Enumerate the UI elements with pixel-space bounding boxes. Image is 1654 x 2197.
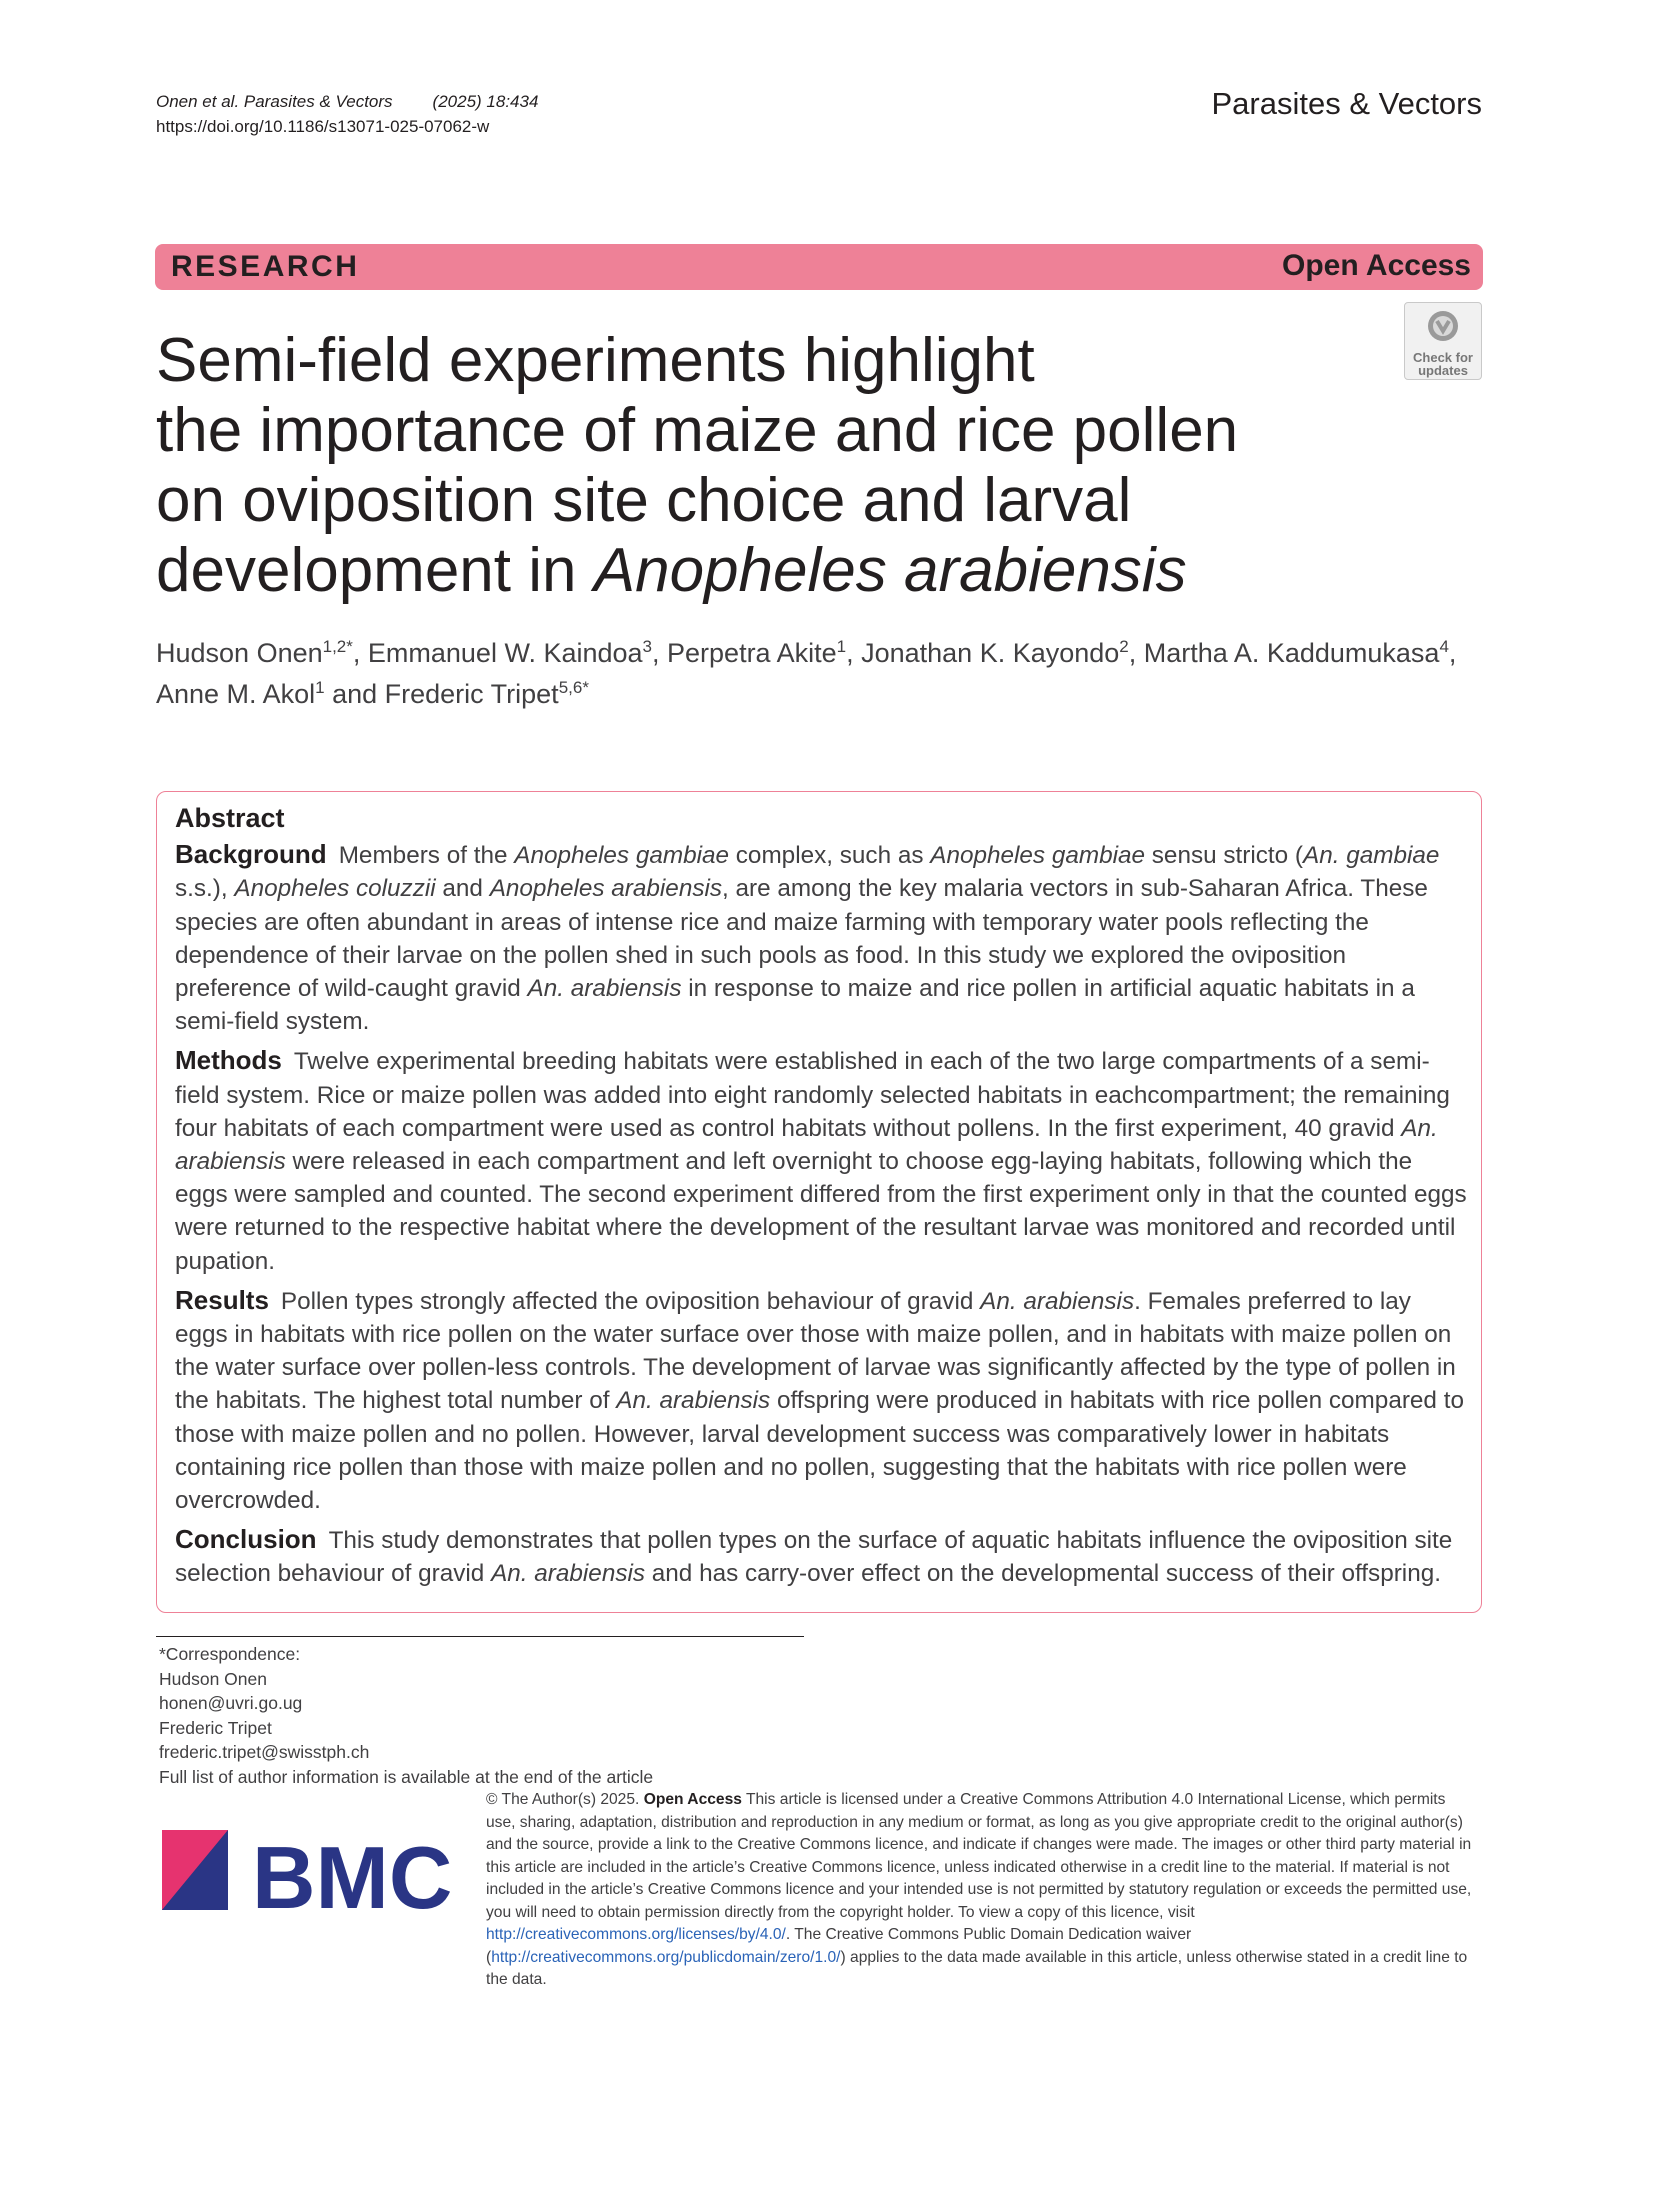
abstract-methods <box>175 1044 1467 1277</box>
text: were released in each compartment and left overnight to choose egg-laying habitats, following which the eggs were sampled and counted. The second experiment differed from the first experiment only in that the counted eggs were returned to the respective habitat where the development of the resultant larvae was monitored and recorded until pupation. <box>175 1148 1467 1275</box>
author-separator: , <box>1128 638 1144 668</box>
doi-link[interactable]: https://doi.org/10.1186/s13071-025-07062-w <box>156 117 490 136</box>
bmc-logo-text: BMC <box>252 1828 452 1918</box>
abstract-results <box>175 1284 1467 1517</box>
licence-text: This article is licensed under a Creative Commons Attribution 4.0 International License, which permits use, sharing, adaptation, distribution and reproduction in any medium or format, as long as you give appropriate credit to the original author(s) and the source, provide a link to the Creative Commons licence, and indicate if changes were made. The images or other third party material in this article are included in the article’s Creative Commons licence, unless indicated otherwise in a credit line to the material. If material is not included in the article’s Creative Commons licence and your intended use is not permitted by statutory regulation or exceeds the permitted use, you will need to obtain permission directly from the copyright holder. To view a copy of this licence, visit <box>486 1791 1472 1921</box>
text: s.s.), <box>175 875 228 903</box>
correspondence-email[interactable]: honen@uvri.go.ug <box>159 1693 303 1714</box>
results-label: Results <box>175 1284 269 1315</box>
author-name: Hudson Onen <box>156 638 323 668</box>
author-affiliation: 1 <box>315 678 325 697</box>
author-name: Martha A. Kaddumukasa <box>1143 638 1440 668</box>
text: , are among the key malaria vectors in sub-Saharan Africa. These species are often abundant in areas of intense rice and maize farming with temporary water pools reflecting the dependence of their larvae on the pollen shed in such pools as food. In this study we explored the oviposition preference of wild-caught gravid <box>175 875 1428 1003</box>
licence-statement <box>486 1789 1476 1992</box>
correspondence-name: Hudson Onen <box>159 1668 267 1689</box>
correspondence-block <box>159 1642 653 1790</box>
correspondence-name: Frederic Tripet <box>159 1717 272 1738</box>
author-list <box>156 633 1486 715</box>
licence-text: . The Creative Commons Public Domain Dedication waiver ( <box>486 1926 1192 1966</box>
open-access-bold: Open Access <box>643 1791 742 1808</box>
text: and has carry-over effect on the developmental success of their offspring. <box>645 1560 1441 1588</box>
author-separator: , <box>1448 638 1457 668</box>
author-affiliation: 3 <box>642 637 652 656</box>
abstract-background <box>175 838 1467 1038</box>
author-separator: , <box>652 638 668 668</box>
open-access-label: Open Access <box>1282 249 1471 282</box>
check-for-updates-icon <box>1421 309 1465 345</box>
check-for-updates-line2: updates <box>1418 363 1468 378</box>
citation-authors: Onen et al. Parasites & Vectors <box>156 92 393 111</box>
citation-header <box>156 89 538 139</box>
cc0-link[interactable]: http://creativecommons.org/publicdomain/zero/1.0/ <box>491 1948 841 1966</box>
author-name: Frederic Tripet <box>384 679 559 709</box>
author-name: Anne M. Akol <box>156 679 316 709</box>
title-line-prefix: development in <box>156 536 594 605</box>
title-line: on oviposition site choice and larval <box>156 466 1132 535</box>
author-info-note: Full list of author information is available at the end of the article <box>159 1766 654 1787</box>
licence-text: ) applies to the data made available in this article, unless otherwise stated in a credit line to the data. <box>486 1948 1468 1988</box>
methods-label: Methods <box>175 1045 282 1076</box>
check-for-updates-badge[interactable] <box>1404 302 1482 380</box>
author-affiliation: 5,6* <box>558 678 589 697</box>
author-affiliation: 1 <box>836 637 847 656</box>
article-type-banner <box>155 244 1483 290</box>
species-name: An. arabiensis <box>616 1387 771 1415</box>
text: sensu stricto ( <box>1145 842 1304 870</box>
author-name: Jonathan K. Kayondo <box>861 638 1120 668</box>
abstract-conclusion <box>175 1523 1467 1590</box>
text: This study demonstrates that pollen types on the surface of aquatic habitats influence the oviposition site selection behaviour of gravid <box>175 1527 1453 1588</box>
copyright: © The Author(s) 2025. <box>486 1791 644 1808</box>
author-separator: and <box>324 679 385 709</box>
text: and <box>435 875 490 903</box>
species-name: Anopheles coluzzii <box>234 875 436 903</box>
correspondence-label: *Correspondence: <box>159 1644 301 1664</box>
species-name: An. arabiensis <box>980 1287 1135 1315</box>
background-label: Background <box>175 839 327 870</box>
species-name: An. arabiensis <box>527 975 682 1003</box>
author-affiliation: 4 <box>1439 637 1449 656</box>
species-name: An. arabiensis <box>175 1114 1438 1176</box>
check-for-updates-line1: Check for <box>1413 350 1473 365</box>
text: complex, such as <box>729 842 931 870</box>
species-name: An. arabiensis <box>491 1560 646 1588</box>
correspondence-email[interactable]: frederic.tripet@swisstph.ch <box>159 1742 370 1763</box>
species-name: Anopheles gambiae <box>514 842 730 870</box>
title-line: the importance of maize and rice pollen <box>156 396 1239 465</box>
author-name: Perpetra Akite <box>667 638 837 668</box>
text: offspring were produced in habitats with rice pollen compared to those with maize pollen and no pollen. However, larval development success was comparatively lower in habitats containing rice pollen than those with maize pollen and no pollen, suggesting that the habitats with rice pollen were overcrowded. <box>175 1387 1464 1515</box>
correspondence-divider <box>156 1636 804 1637</box>
species-name: Anopheles arabiensis <box>489 875 723 903</box>
title-line <box>156 536 1336 606</box>
citation-volume: (2025) 18:434 <box>432 92 539 111</box>
species-name: Anopheles gambiae <box>930 842 1146 870</box>
article-type-label: RESEARCH <box>171 250 360 283</box>
title-species: Anopheles arabiensis <box>593 536 1187 605</box>
cc-by-link[interactable]: http://creativecommons.org/licenses/by/4.0/ <box>486 1926 786 1943</box>
author-affiliation: 1,2* <box>322 637 353 656</box>
text: Pollen types strongly affected the oviposition behaviour of gravid <box>280 1287 981 1315</box>
bmc-logo <box>162 1822 452 1918</box>
text: Twelve experimental breeding habitats were established in each of the two large compartments of a semi-field system. Rice or maize pollen was added into eight randomly selected habitats in eachcompartment; the remaining four habitats of each compartment were used as control habitats without pollens. In the first experiment, 40 gravid <box>175 1048 1450 1142</box>
species-name: An. gambiae <box>1303 842 1440 870</box>
author-name: Emmanuel W. Kaindoa <box>367 638 643 668</box>
author-separator: , <box>352 638 368 668</box>
article-title <box>156 326 1336 606</box>
conclusion-label: Conclusion <box>175 1524 317 1555</box>
author-affiliation: 2 <box>1119 637 1129 656</box>
text: . Females preferred to lay eggs in habitats with rice pollen on the water surface over those with maize pollen, and in habitats with maize pollen on the water surface over pollen-less controls. The development of larvae was significantly affected by the type of pollen in the habitats. The highest total number of <box>175 1287 1456 1415</box>
title-line: Semi-field experiments highlight <box>156 326 1035 395</box>
check-for-updates-text <box>1405 351 1481 377</box>
journal-name: Parasites & Vectors <box>1211 86 1482 121</box>
text: Members of the <box>338 842 515 870</box>
abstract-box <box>156 791 1482 1613</box>
author-separator: , <box>846 638 862 668</box>
text: in response to maize and rice pollen in artificial aquatic habitats in a semi-field system. <box>175 975 1415 1036</box>
abstract-heading: Abstract <box>175 803 285 833</box>
